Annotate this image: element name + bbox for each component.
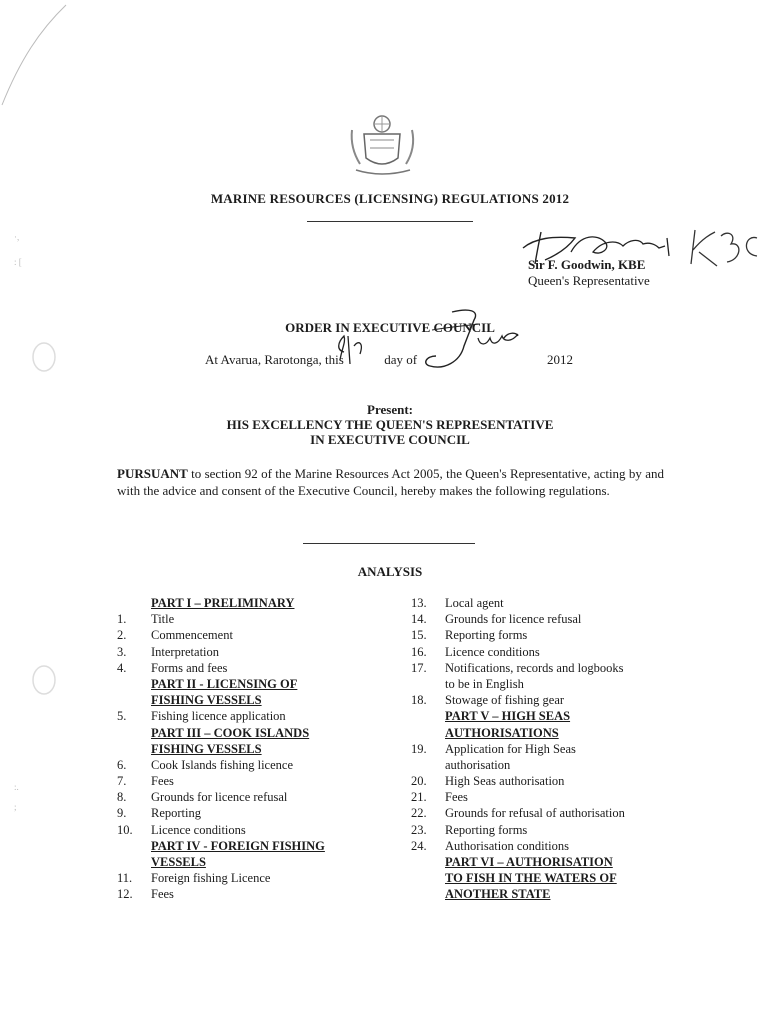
pursuant-paragraph xyxy=(117,465,664,499)
analysis-entry xyxy=(117,805,367,821)
entry-number: 7. xyxy=(117,774,127,789)
analysis-part-heading xyxy=(117,854,367,870)
entry-text: PART V – HIGH SEAS xyxy=(445,709,571,724)
analysis-entry xyxy=(117,870,367,886)
entry-number: 15. xyxy=(411,628,427,643)
analysis-part-heading xyxy=(411,854,671,870)
entry-number: 23. xyxy=(411,822,427,837)
entry-number: 22. xyxy=(411,806,427,821)
entry-number: 4. xyxy=(117,660,127,675)
entry-text: PART II - LICENSING OF xyxy=(151,676,298,691)
order-heading: ORDER IN EXECUTIVE COUNCIL xyxy=(285,320,495,335)
analysis-part-heading xyxy=(411,870,671,886)
handwritten-date xyxy=(332,302,528,382)
svg-text::.: :. xyxy=(14,782,19,792)
entry-text: Stowage of fishing gear xyxy=(445,693,565,708)
analysis-entry xyxy=(117,627,367,643)
entry-text: Fees xyxy=(151,774,174,789)
entry-text: Reporting xyxy=(151,806,201,821)
analysis-entry xyxy=(117,822,367,838)
analysis-entry xyxy=(411,692,671,708)
signatory-role: Queen's Representative xyxy=(528,273,650,288)
entry-number: 13. xyxy=(411,596,427,610)
entry-number: 11. xyxy=(117,871,133,886)
entry-number: 24. xyxy=(411,838,427,853)
entry-text: Grounds for licence refusal xyxy=(445,612,582,627)
entry-text: Notifications, records and logbooks xyxy=(445,660,624,675)
svg-text:·,: ·, xyxy=(14,232,20,242)
analysis-entry xyxy=(411,611,671,627)
analysis-left-column xyxy=(117,595,367,903)
entry-text: Fishing licence application xyxy=(151,709,286,724)
analysis-right-column xyxy=(411,595,671,903)
entry-text: authorisation xyxy=(445,757,511,772)
entry-text: Authorisation conditions xyxy=(445,838,569,853)
entry-number: 3. xyxy=(117,644,127,659)
analysis-entry xyxy=(411,838,671,854)
analysis-part-heading xyxy=(411,725,671,741)
analysis-entry xyxy=(411,644,671,660)
entry-number: 17. xyxy=(411,660,427,675)
entry-number: 9. xyxy=(117,806,127,821)
present-line-2: IN EXECUTIVE COUNCIL xyxy=(310,432,470,447)
analysis-part-heading xyxy=(117,676,367,692)
entry-text: PART III – COOK ISLANDS xyxy=(151,725,310,740)
entry-text: PART IV - FOREIGN FISHING xyxy=(151,838,325,853)
entry-number: 16. xyxy=(411,644,427,659)
entry-text: AUTHORISATIONS xyxy=(445,725,559,740)
entry-text: Title xyxy=(151,612,175,627)
analysis-part-heading xyxy=(117,725,367,741)
entry-number: 20. xyxy=(411,774,427,789)
present-block xyxy=(0,402,770,447)
entry-text: Licence conditions xyxy=(445,644,540,659)
entry-text: Reporting forms xyxy=(445,822,528,837)
analysis-entry xyxy=(411,773,671,789)
svg-text:: [: : [ xyxy=(14,257,22,267)
entry-text: VESSELS xyxy=(151,855,206,869)
pursuant-lead: PURSUANT xyxy=(117,466,188,481)
entry-text: Forms and fees xyxy=(151,660,228,675)
entry-text: Reporting forms xyxy=(445,628,528,643)
place-prefix: At Avarua, Rarotonga, this xyxy=(205,352,344,367)
entry-text: PART I – PRELIMINARY xyxy=(151,596,295,610)
entry-number: 14. xyxy=(411,612,427,627)
analysis-entry xyxy=(411,822,671,838)
analysis-heading: ANALYSIS xyxy=(357,564,423,579)
place-year: 2012 xyxy=(547,352,573,367)
analysis-part-heading xyxy=(117,838,367,854)
regulation-title: MARINE RESOURCES (LICENSING) REGULATIONS 2012 xyxy=(210,191,570,206)
entry-text: Cook Islands fishing licence xyxy=(151,757,293,772)
analysis-entry xyxy=(411,627,671,643)
entry-text: Local agent xyxy=(445,596,504,610)
entry-text: High Seas authorisation xyxy=(445,774,565,789)
entry-text: FISHING VESSELS xyxy=(151,741,262,756)
entry-number: 10. xyxy=(117,822,133,837)
signatory-name: Sir F. Goodwin, KBE xyxy=(528,257,646,272)
analysis-part-heading xyxy=(117,595,367,611)
entry-number: 5. xyxy=(117,709,127,724)
svg-text:;: ; xyxy=(14,802,17,812)
title-divider xyxy=(307,221,473,222)
entry-number: 1. xyxy=(117,612,127,627)
entry-text: Fees xyxy=(445,790,468,805)
entry-text: Grounds for refusal of authorisation xyxy=(445,806,625,821)
analysis-part-heading xyxy=(411,886,671,902)
analysis-entry xyxy=(117,789,367,805)
analysis-part-heading xyxy=(117,692,367,708)
entry-text: to be in English xyxy=(445,676,524,691)
entry-number: 12. xyxy=(117,887,133,902)
analysis-entry xyxy=(411,660,671,676)
analysis-entry xyxy=(117,773,367,789)
analysis-entry xyxy=(411,676,671,692)
entry-text: ANOTHER STATE xyxy=(445,887,551,902)
entry-text: Interpretation xyxy=(151,644,220,659)
pursuant-text: to section 92 of the Marine Resources Act 2005, the Queen's Representative, acting by and with the advice and consent of the Executive Council, hereby makes the following regulations. xyxy=(117,466,664,498)
analysis-entry xyxy=(411,741,671,757)
entry-number: 6. xyxy=(117,757,127,772)
entry-text: Grounds for licence refusal xyxy=(151,790,288,805)
analysis-divider xyxy=(303,543,475,544)
entry-number: 21. xyxy=(411,790,427,805)
analysis-entry xyxy=(117,886,367,902)
analysis-entry xyxy=(117,644,367,660)
place-middle: day of xyxy=(384,352,418,367)
entry-number: 2. xyxy=(117,628,127,643)
entry-text: Commencement xyxy=(151,628,233,643)
present-label: Present: xyxy=(367,402,413,417)
entry-text: Fees xyxy=(151,887,174,902)
analysis-entry xyxy=(411,595,671,611)
entry-text: FISHING VESSELS xyxy=(151,693,262,708)
analysis-entry xyxy=(117,708,367,724)
present-line-1: HIS EXCELLENCY THE QUEEN'S REPRESENTATIVE xyxy=(226,417,554,432)
entry-text: Licence conditions xyxy=(151,822,246,837)
entry-number: 8. xyxy=(117,790,127,805)
analysis-entry xyxy=(411,757,671,773)
analysis-part-heading xyxy=(117,741,367,757)
analysis-entry xyxy=(117,660,367,676)
entry-text: TO FISH IN THE WATERS OF xyxy=(445,871,617,886)
entry-number: 18. xyxy=(411,693,427,708)
analysis-entry xyxy=(117,757,367,773)
analysis-entry xyxy=(411,805,671,821)
analysis-entry xyxy=(411,789,671,805)
analysis-entry xyxy=(117,611,367,627)
entry-number: 19. xyxy=(411,741,427,756)
entry-text: Foreign fishing Licence xyxy=(151,871,271,886)
entry-text: PART VI – AUTHORISATION xyxy=(445,855,613,869)
coat-of-arms-icon xyxy=(348,108,418,180)
analysis-part-heading xyxy=(411,708,671,724)
signature-block xyxy=(528,257,650,289)
entry-text: Application for High Seas xyxy=(445,741,576,756)
